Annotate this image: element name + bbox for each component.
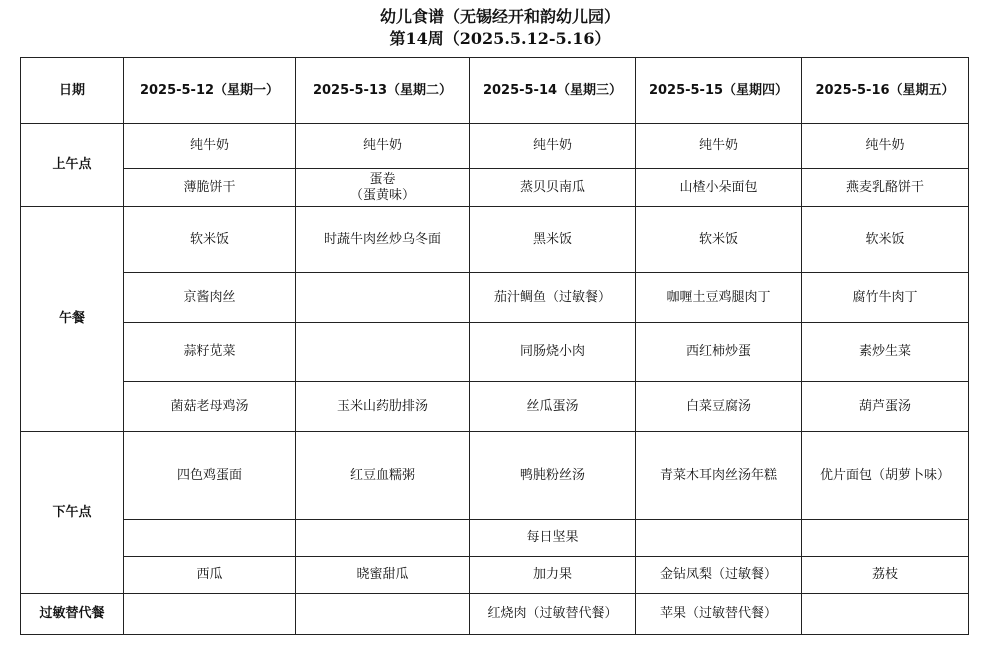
menu-cell <box>296 323 470 382</box>
menu-cell: 纯牛奶 <box>636 124 802 169</box>
menu-cell <box>802 594 969 635</box>
menu-cell: 金钻凤梨（过敏餐） <box>636 557 802 594</box>
menu-cell <box>296 594 470 635</box>
menu-item-note: （蛋黄味） <box>349 187 415 203</box>
table-row <box>21 557 969 594</box>
menu-cell: 纯牛奶 <box>296 124 470 169</box>
menu-cell: 晓蜜甜瓜 <box>296 557 470 594</box>
section-label-allergy: 过敏替代餐 <box>21 594 124 635</box>
menu-table <box>20 57 969 635</box>
table-row <box>21 520 969 557</box>
header-day-mon: 2025-5-12（星期一） <box>124 58 296 124</box>
header-day-wed: 2025-5-14（星期三） <box>470 58 636 124</box>
menu-cell: 红烧肉（过敏替代餐） <box>470 594 636 635</box>
menu-cell: 素炒生菜 <box>802 323 969 382</box>
menu-cell: 西瓜 <box>124 557 296 594</box>
page-title: 幼儿食谱（无锡经开和韵幼儿园） <box>379 7 620 26</box>
menu-cell: 蒜籽苋菜 <box>124 323 296 382</box>
page-header <box>0 6 1000 50</box>
menu-cell <box>124 520 296 557</box>
menu-cell: 葫芦蛋汤 <box>802 382 969 432</box>
menu-cell: 丝瓜蛋汤 <box>470 382 636 432</box>
table-row <box>21 594 969 635</box>
table-row <box>21 124 969 169</box>
menu-cell: 纯牛奶 <box>802 124 969 169</box>
section-label-afternoon: 下午点 <box>21 432 124 594</box>
menu-cell: 每日坚果 <box>470 520 636 557</box>
menu-cell <box>296 520 470 557</box>
menu-cell <box>124 594 296 635</box>
section-label-lunch: 午餐 <box>21 207 124 432</box>
menu-cell: 黑米饭 <box>470 207 636 273</box>
menu-cell <box>636 520 802 557</box>
menu-cell: 蒸贝贝南瓜 <box>470 169 636 207</box>
page-subtitle: 第14周（2025.5.12-5.16） <box>389 29 611 48</box>
table-header-row <box>21 58 969 124</box>
menu-cell: 菌菇老母鸡汤 <box>124 382 296 432</box>
menu-cell: 荔枝 <box>802 557 969 594</box>
menu-cell: 纯牛奶 <box>470 124 636 169</box>
menu-cell: 纯牛奶 <box>124 124 296 169</box>
menu-cell <box>296 273 470 323</box>
header-date-label: 日期 <box>21 58 124 124</box>
table-row <box>21 323 969 382</box>
menu-cell: 鸭肫粉丝汤 <box>470 432 636 520</box>
menu-cell: 加力果 <box>470 557 636 594</box>
section-label-morning: 上午点 <box>21 124 124 207</box>
menu-cell: 山楂小朵面包 <box>636 169 802 207</box>
table-row <box>21 382 969 432</box>
menu-cell: 软米饭 <box>124 207 296 273</box>
menu-cell: 白菜豆腐汤 <box>636 382 802 432</box>
menu-cell: 青菜木耳肉丝汤年糕 <box>636 432 802 520</box>
menu-cell: 咖喱土豆鸡腿肉丁 <box>636 273 802 323</box>
table-row <box>21 169 969 207</box>
menu-cell <box>802 520 969 557</box>
menu-cell: 优片面包（胡萝卜味） <box>802 432 969 520</box>
menu-cell: 苹果（过敏替代餐） <box>636 594 802 635</box>
menu-cell <box>296 169 470 207</box>
menu-cell: 薄脆饼干 <box>124 169 296 207</box>
table-row <box>21 273 969 323</box>
menu-cell: 红豆血糯粥 <box>296 432 470 520</box>
menu-cell: 四色鸡蛋面 <box>124 432 296 520</box>
menu-cell: 京酱肉丝 <box>124 273 296 323</box>
header-day-fri: 2025-5-16（星期五） <box>802 58 969 124</box>
menu-item-name: 蛋卷 <box>369 171 396 187</box>
menu-cell: 玉米山药肋排汤 <box>296 382 470 432</box>
header-day-thu: 2025-5-15（星期四） <box>636 58 802 124</box>
menu-cell: 腐竹牛肉丁 <box>802 273 969 323</box>
menu-cell: 燕麦乳酪饼干 <box>802 169 969 207</box>
table-row <box>21 432 969 520</box>
menu-cell: 软米饭 <box>802 207 969 273</box>
menu-cell: 软米饭 <box>636 207 802 273</box>
menu-cell: 茄汁鲷鱼（过敏餐） <box>470 273 636 323</box>
menu-cell: 西红柿炒蛋 <box>636 323 802 382</box>
menu-cell: 时蔬牛肉丝炒乌冬面 <box>296 207 470 273</box>
menu-cell: 同肠烧小肉 <box>470 323 636 382</box>
table-row <box>21 207 969 273</box>
header-day-tue: 2025-5-13（星期二） <box>296 58 470 124</box>
